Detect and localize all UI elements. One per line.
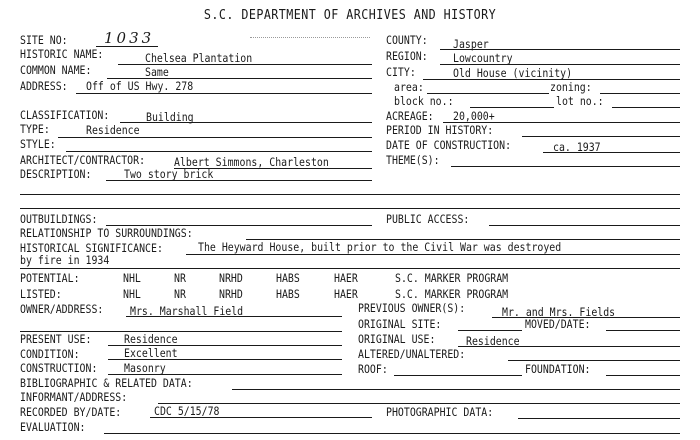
date-construction-value: ca. 1937 bbox=[553, 140, 601, 154]
altered-label: ALTERED/UNALTERED: bbox=[358, 347, 466, 361]
historic-name-value: Chelsea Plantation bbox=[145, 51, 253, 65]
architect-value: Albert Simmons, Charleston bbox=[174, 155, 329, 169]
address-value: Off of US Hwy. 278 bbox=[86, 79, 194, 93]
previous-owners-label: PREVIOUS OWNER(S): bbox=[358, 301, 466, 315]
zoning-line bbox=[600, 93, 680, 94]
zoning-label: zoning: bbox=[550, 80, 592, 94]
potential-marker: S.C. MARKER PROGRAM bbox=[395, 271, 509, 285]
address-label: ADDRESS: bbox=[20, 79, 68, 93]
previous-owners-value: Mr. and Mrs. Fields bbox=[502, 305, 616, 319]
county-label: COUNTY: bbox=[386, 33, 428, 47]
type-line bbox=[58, 137, 372, 138]
style-label: STYLE: bbox=[20, 137, 56, 151]
owner-line bbox=[126, 316, 342, 317]
potential-haer: HAER bbox=[334, 271, 358, 285]
outbuildings-label: OUTBUILDINGS: bbox=[20, 212, 98, 226]
original-site-label: ORIGINAL SITE: bbox=[358, 317, 442, 331]
common-name-value: Same bbox=[145, 65, 169, 79]
informant-label: INFORMANT/ADDRESS: bbox=[20, 390, 128, 404]
condition-value: Excellent bbox=[124, 346, 178, 360]
lot-no-label: lot no.: bbox=[556, 94, 604, 108]
owner-label: OWNER/ADDRESS: bbox=[20, 302, 104, 316]
recorded-line bbox=[150, 417, 372, 418]
original-use-value: Residence bbox=[466, 334, 520, 348]
site-no-value: 1033 bbox=[104, 29, 155, 47]
lot-no-line bbox=[612, 107, 680, 108]
original-site-line bbox=[458, 330, 522, 331]
original-use-line bbox=[458, 346, 680, 347]
significance-text-line-2: by fire in 1934 bbox=[20, 253, 110, 267]
bibliographic-label: BIBLIOGRAPHIC & RELATED DATA: bbox=[20, 376, 193, 390]
common-name-label: COMMON NAME: bbox=[20, 63, 92, 77]
site-no-label: SITE NO: bbox=[20, 33, 68, 47]
potential-label: POTENTIAL: bbox=[20, 271, 80, 285]
description-label: DESCRIPTION: bbox=[20, 167, 92, 181]
header-rule bbox=[250, 37, 370, 38]
description-blank-line-2 bbox=[20, 208, 680, 209]
form-header: S.C. DEPARTMENT OF ARCHIVES AND HISTORY bbox=[203, 8, 497, 23]
foundation-label: FOUNDATION: bbox=[525, 362, 591, 376]
site-no-line bbox=[96, 46, 158, 47]
public-access-label: PUBLIC ACCESS: bbox=[386, 212, 470, 226]
historic-name-label: HISTORIC NAME: bbox=[20, 47, 104, 61]
listed-nrhd: NRHD bbox=[219, 287, 243, 301]
moved-date-label: MOVED/DATE: bbox=[525, 317, 591, 331]
informant-line bbox=[158, 403, 680, 404]
description-line bbox=[106, 180, 372, 181]
date-construction-line bbox=[543, 152, 680, 153]
original-use-label: ORIGINAL USE: bbox=[358, 332, 436, 346]
period-line bbox=[522, 136, 680, 137]
architect-label: ARCHITECT/CONTRACTOR: bbox=[20, 153, 146, 167]
classification-label: CLASSIFICATION: bbox=[20, 108, 110, 122]
roof-label: ROOF: bbox=[358, 362, 388, 376]
acreage-label: ACREAGE: bbox=[386, 109, 434, 123]
significance-blank-line bbox=[20, 268, 680, 269]
county-value: Jasper bbox=[453, 37, 489, 51]
description-value: Two story brick bbox=[124, 167, 214, 181]
description-blank-line-1 bbox=[20, 194, 680, 195]
significance-line bbox=[186, 254, 680, 255]
themes-line bbox=[451, 166, 680, 167]
foundation-line bbox=[606, 375, 680, 376]
type-value: Residence bbox=[86, 123, 140, 137]
block-no-label: block no.: bbox=[394, 94, 454, 108]
region-label: REGION: bbox=[386, 49, 428, 63]
significance-label: HISTORICAL SIGNIFICANCE: bbox=[20, 241, 163, 255]
potential-nhl: NHL bbox=[123, 271, 141, 285]
listed-nhl: NHL bbox=[123, 287, 141, 301]
recorded-label: RECORDED BY/DATE: bbox=[20, 405, 122, 419]
address-line bbox=[76, 93, 372, 94]
recorded-value: CDC 5/15/78 bbox=[154, 404, 220, 418]
evaluation-line bbox=[104, 433, 680, 434]
roof-line bbox=[394, 375, 522, 376]
significance-text-line-1: The Heyward House, built prior to the Civil War was destroyed bbox=[198, 240, 562, 254]
potential-nr: NR bbox=[174, 271, 186, 285]
listed-habs: HABS bbox=[276, 287, 300, 301]
style-line bbox=[66, 151, 372, 152]
county-line bbox=[440, 49, 680, 50]
potential-nrhd: NRHD bbox=[219, 271, 243, 285]
listed-label: LISTED: bbox=[20, 287, 62, 301]
construction-line bbox=[108, 374, 342, 375]
public-access-line bbox=[489, 225, 680, 226]
city-value: Old House (vicinity) bbox=[453, 66, 573, 80]
moved-date-line bbox=[606, 330, 680, 331]
region-value: Lowcountry bbox=[453, 51, 513, 65]
construction-label: CONSTRUCTION: bbox=[20, 361, 98, 375]
block-no-line bbox=[470, 107, 554, 108]
acreage-value: 20,000+ bbox=[453, 109, 495, 123]
listed-marker: S.C. MARKER PROGRAM bbox=[395, 287, 509, 301]
condition-label: CONDITION: bbox=[20, 347, 80, 361]
city-label: CITY: bbox=[386, 65, 416, 79]
photographic-label: PHOTOGRAPHIC DATA: bbox=[386, 405, 494, 419]
present-use-value: Residence bbox=[124, 332, 178, 346]
owner-value: Mrs. Marshall Field bbox=[130, 304, 244, 318]
listed-haer: HAER bbox=[334, 287, 358, 301]
listed-nr: NR bbox=[174, 287, 186, 301]
date-construction-label: DATE OF CONSTRUCTION: bbox=[386, 138, 512, 152]
evaluation-label: EVALUATION: bbox=[20, 420, 86, 434]
present-use-label: PRESENT USE: bbox=[20, 332, 92, 346]
construction-value: Masonry bbox=[124, 361, 166, 375]
relationship-label: RELATIONSHIP TO SURROUNDINGS: bbox=[20, 226, 193, 240]
photographic-line bbox=[518, 418, 680, 419]
bibliographic-line bbox=[232, 389, 680, 390]
themes-label: THEME(S): bbox=[386, 153, 440, 167]
area-label: area: bbox=[394, 80, 424, 94]
region-line bbox=[440, 64, 680, 65]
condition-line bbox=[108, 359, 342, 360]
classification-value: Building bbox=[146, 110, 194, 124]
classification-line bbox=[120, 122, 372, 123]
period-label: PERIOD IN HISTORY: bbox=[386, 123, 494, 137]
type-label: TYPE: bbox=[20, 122, 50, 136]
altered-line bbox=[508, 360, 680, 361]
potential-habs: HABS bbox=[276, 271, 300, 285]
